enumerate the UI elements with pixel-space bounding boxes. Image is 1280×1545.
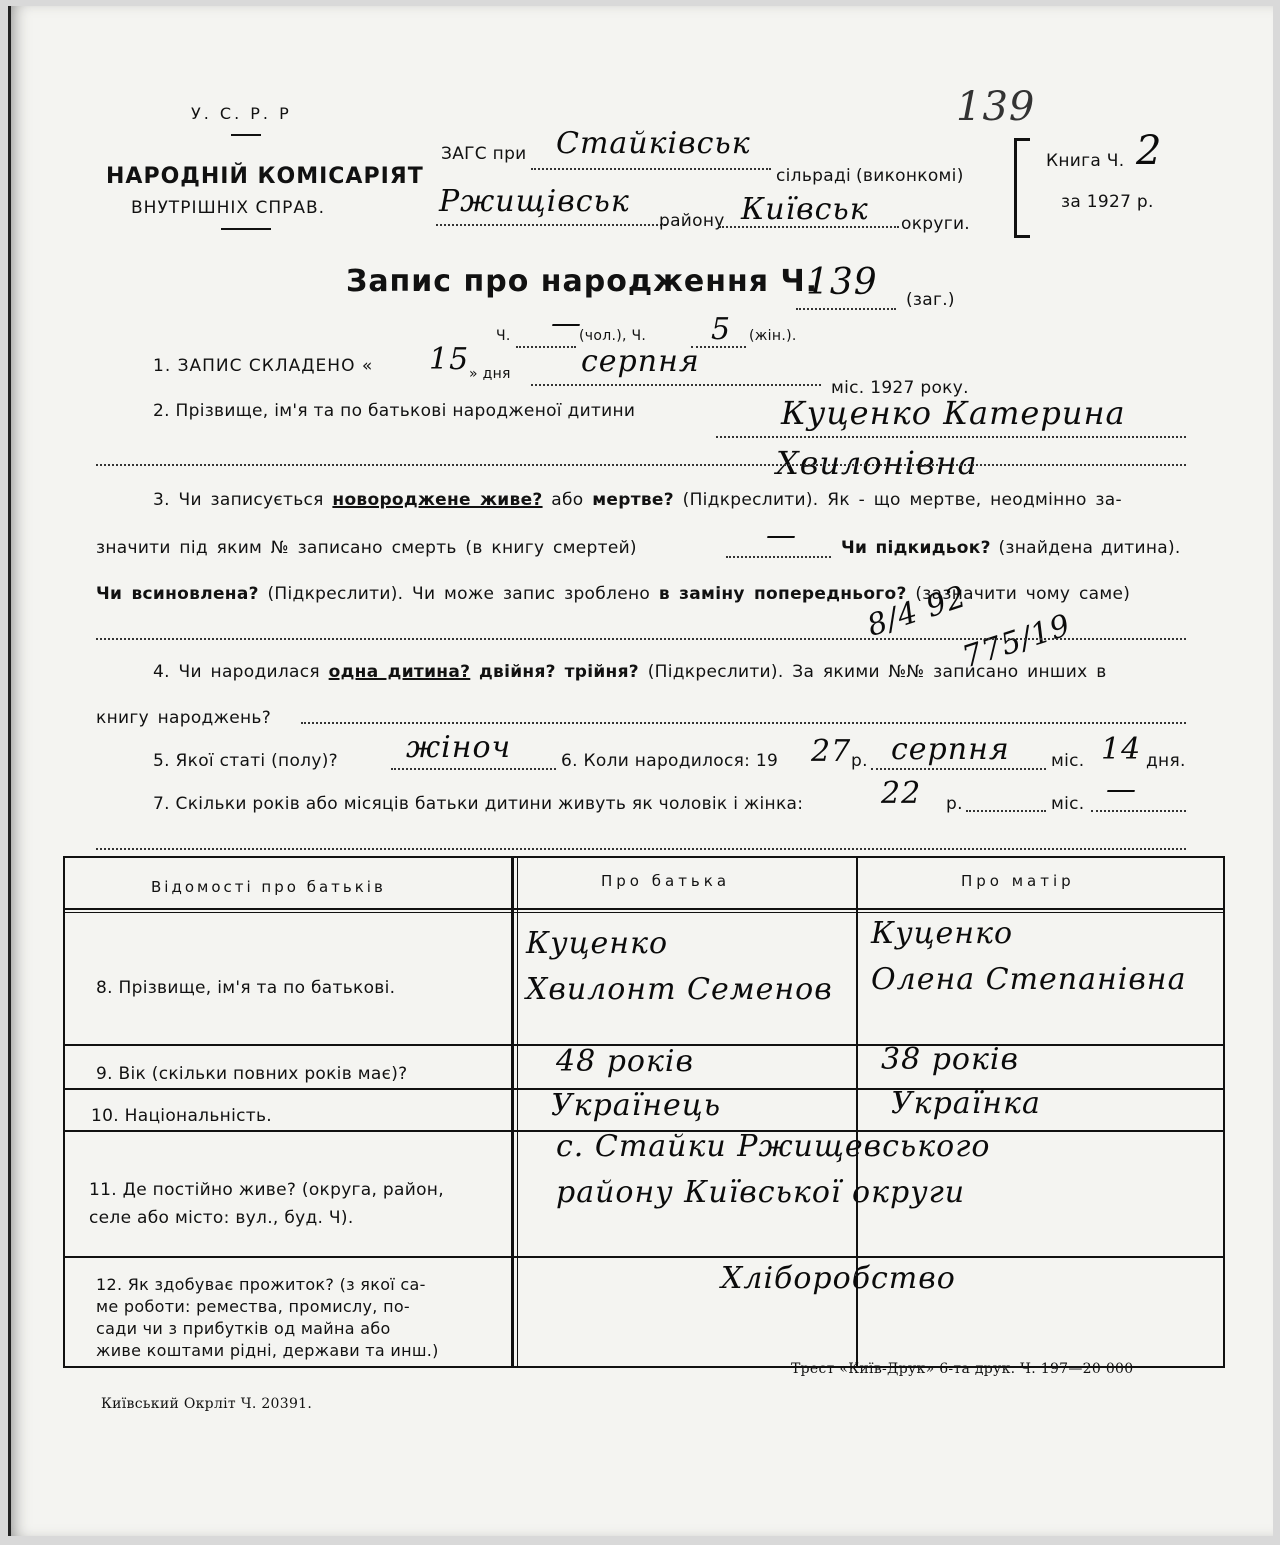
replacement-option: в заміну попереднього?: [658, 584, 907, 604]
record-title: Запис про народження Ч.: [346, 264, 819, 299]
annotation-2: 775/19: [958, 607, 1076, 676]
mother-nationality: Українка: [891, 1086, 1041, 1121]
printer-info: Трест «Київ-Друк» 6-та друк. Ч. 197—20 000: [791, 1361, 1134, 1377]
header-mother: Про матір: [961, 872, 1075, 890]
divider: [231, 134, 261, 136]
zags-prefix: ЗАГС при: [441, 144, 527, 164]
triplets-option: трійня?: [564, 662, 639, 682]
foundling-option: Чи підкидьок?: [841, 538, 991, 558]
marriage-months: —: [1106, 772, 1137, 807]
child-name-line1: Куценко Катерина: [781, 394, 1126, 432]
record-day: 15: [429, 342, 470, 377]
mother-name: Куценко Олена Степанівна: [871, 916, 1187, 997]
death-number: —: [766, 518, 797, 553]
selradi-label: сільраді: [776, 166, 852, 186]
occupation: Хліборобство: [721, 1261, 956, 1296]
ussr-header: У. С. Р. Р: [191, 104, 292, 123]
birth-month: серпня: [891, 732, 1010, 767]
commissariat-title: НАРОДНІЙ КОМІСАРІЯТ: [106, 164, 424, 189]
annotation-1: 8/4 92: [863, 579, 971, 644]
row-label-age: 9. Вік (скільки повних років має)?: [96, 1064, 408, 1084]
adopted-option: Чи всиновлена?: [96, 584, 259, 604]
dead-option: мертве?: [592, 490, 674, 510]
village-handwritten: Стайківськ: [556, 126, 751, 161]
book-label: Книга Ч.: [1046, 151, 1125, 171]
district-handwritten: Ржищівськ: [439, 184, 630, 219]
rayonu-label: району: [659, 211, 725, 231]
book-year: за 1927 р.: [1061, 192, 1154, 212]
father-nationality: Українець: [551, 1088, 722, 1123]
birth-record-page: У. С. Р. Р НАРОДНІЙ КОМІСАРІЯТ ВНУТРІШНІХ СПРАВ. 139 ЗАГС при Стайківськ сільраді (виконкомі) Ржищівськ району Київськ округи. Книга Ч. 2 за 1927 р. Запис про народження Ч. 139 (заг.) Ч. — (чол.), Ч. 5 (жін.). 1. ЗАПИС СКЛАДЕНО « 15 » дня серпня міс. 1927 року. 2. Прізвище, ім'я та по батькові народженої дитини Куценко Катерина Хвилонівна 3. Чи записується новороджене живе? або мертве? (Підкреслити). Як - що мертве, неодмінно за- значити під яким № записано смерть (в книгу смертей) — Чи підкидьок? (знайдена дитина). Чи всиновлена? (Підкреслити). Чи може запис зроблено в заміну попереднього? (зазначити чому саме) 8/4 92 775/19 4. Чи народилася одна дитина? двійня? трійня? (Підкреслити). За якими №№ записано инших в книгу народжень? 5. Якої статі (полу)? жіноч 6. Коли народилося: 19 27 р. серпня міс. 14 дня. 7. Скільки років або місяців батьки дитини живуть як чоловік і жінка: 22 р. міс. — Відомості про батьків Про батька Про матір 8. Прізвище, ім'я та по батькові. Куценко Хвилонт Семенов Куценко Олена Степанівна 9. Вік (скільки повних років має)? 48 років 38 років 10. Національність. Українець Українка 11. Де постійно живе? (округа, район, селе або місто: вул., буд. Ч). с. Стайки Ржищевського району Київської округи 12. Як здобуває прожиток? (з якої са- ме роботи: ремества, промислу, по- сади чи з прибутків од майна або живе коштами рідні, держави та инш.) Хліборобство Трест «Київ-Друк» 6-та друк. Ч. 197—20 000 Київський Окрліт Ч. 20391.: [8, 6, 1273, 1536]
birth-day: 14: [1101, 732, 1142, 767]
one-child-option: одна дитина?: [328, 662, 471, 682]
okruhy-label: округи.: [901, 214, 971, 234]
header-father: Про батька: [601, 872, 731, 890]
row-label-occupation: 12. Як здобуває прожиток? (з якої са- ме роботи: ремества, промислу, по- сади чи з прибутків од майна або живе коштами рідні, держави та инш.): [96, 1275, 439, 1360]
record-month: серпня: [581, 344, 700, 379]
header-parents-info: Відомості про батьків: [151, 878, 386, 896]
row-label-name: 8. Прізвище, ім'я та по батькові.: [96, 978, 396, 998]
item1-label: 1. ЗАПИС СКЛАДЕНО «: [153, 356, 374, 376]
book-number: 2: [1136, 128, 1163, 174]
child-sex: жіноч: [406, 730, 512, 765]
residence: с. Стайки Ржищевського району Київської округи: [556, 1129, 991, 1210]
row-label-nationality: 10. Національність.: [91, 1106, 272, 1126]
internal-affairs: ВНУТРІШНІХ СПРАВ.: [131, 198, 326, 218]
father-name: Куценко Хвилонт Семенов: [526, 926, 833, 1007]
female-count: 5: [711, 312, 732, 347]
vykonkomi-label: (виконкомі): [856, 166, 964, 186]
divider: [221, 228, 271, 230]
male-count: —: [551, 306, 582, 341]
censor-info: Київський Окрліт Ч. 20391.: [101, 1396, 313, 1412]
okruha-handwritten: Київськ: [741, 192, 869, 227]
birth-year: 27: [811, 734, 852, 769]
row-label-residence: 11. Де постійно живе? (округа, район, селе або місто: вул., буд. Ч).: [89, 1180, 444, 1228]
alive-option: новороджене живе?: [332, 490, 543, 510]
page-number: 139: [956, 84, 1036, 130]
marriage-years: 22: [881, 776, 922, 811]
child-name-line2: Хвилонівна: [776, 444, 978, 482]
record-number: 139: [806, 262, 878, 303]
item2-label: 2. Прізвище, ім'я та по батькові народженої дитини: [153, 401, 636, 421]
title-suffix: (заг.): [906, 290, 955, 310]
mother-age: 38 років: [881, 1042, 1019, 1077]
twins-option: двійня?: [479, 662, 556, 682]
father-age: 48 років: [556, 1044, 694, 1079]
